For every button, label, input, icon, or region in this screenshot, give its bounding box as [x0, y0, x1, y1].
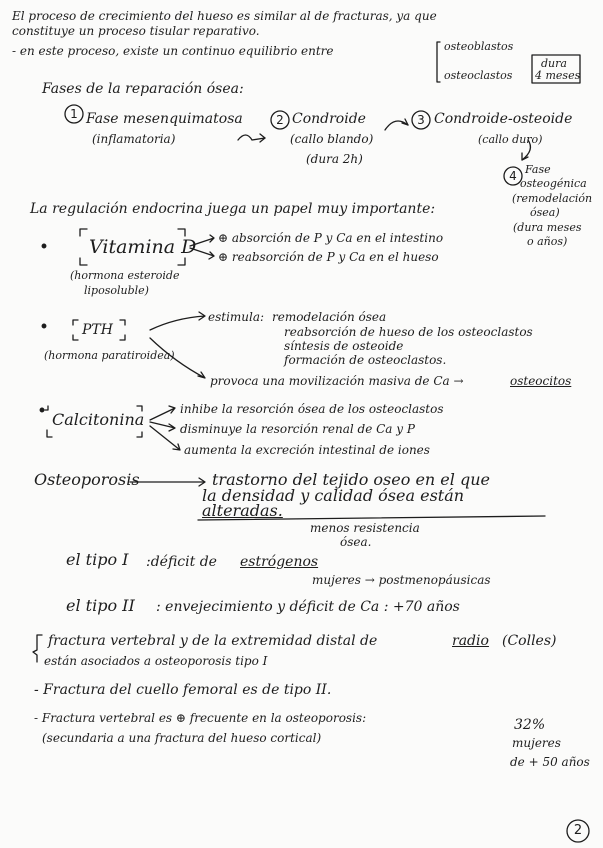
- calcitonin-effect-2: disminuye la resorción renal de Ca y P: [180, 422, 415, 436]
- pth-stimulates: estimula:: [208, 310, 265, 324]
- stat-group: mujeres: [512, 736, 561, 750]
- phase-4-line-6: o años): [527, 235, 568, 248]
- type-1-subgroup: mujeres → postmenopáusicas: [312, 573, 491, 587]
- pth-effect-3: síntesis de osteoide: [284, 339, 404, 353]
- pth-mobilization: provoca una movilización masiva de Ca →: [210, 374, 464, 388]
- osteoporosis-def-2: la densidad y calidad ósea están: [202, 486, 465, 505]
- duration-value: 4 meses: [535, 69, 581, 82]
- type-2-label: el tipo II: [66, 596, 135, 615]
- note-1-radio: radio: [452, 633, 489, 649]
- note-3-line-1: - Fractura vertebral es ⊕ frecuente en la osteoporosis:: [34, 711, 367, 725]
- pth-effect-2: reabsorción de hueso de los osteoclastos: [284, 325, 533, 339]
- phase-4-line-2: osteogénica: [520, 177, 587, 190]
- phase-2-name: Condroide: [292, 111, 366, 127]
- calcitonin-name: Calcitonina: [52, 410, 145, 429]
- phase-4-line-3: (remodelación: [512, 192, 593, 205]
- phases-title: Fases de la reparación ósea:: [42, 81, 244, 97]
- type-1-label: el tipo I: [66, 550, 129, 569]
- phase-3-number: 3: [417, 113, 425, 127]
- cell-osteoclastos: osteoclastos: [444, 69, 513, 82]
- phase-4-number: 4: [509, 169, 517, 183]
- pth-effect-1: remodelación ósea: [272, 310, 387, 324]
- phase-3-note: (callo duro): [478, 133, 543, 146]
- intro-line-3: - en este proceso, existe un continuo equilibrio entre: [12, 44, 334, 58]
- phase-4-line-4: ósea): [530, 206, 560, 219]
- phase-2-note: (callo blando): [290, 132, 374, 146]
- pth-name: PTH: [82, 322, 113, 338]
- phase-4-line-5: (dura meses: [513, 221, 582, 234]
- osteoporosis-def-3: alteradas.: [202, 501, 283, 520]
- type-1-text: :déficit de: [146, 554, 217, 570]
- vitamin-d-note-1: (hormona esteroide: [70, 269, 180, 282]
- phase-4-line-1: Fase: [525, 163, 551, 176]
- pth-mobilization-target: osteocitos: [510, 374, 572, 388]
- stat-percent: 32%: [514, 717, 546, 733]
- regulation-title: La regulación endocrina juega un papel muy importante:: [30, 201, 436, 217]
- phase-2-number: 2: [276, 113, 284, 127]
- page-number: 2: [573, 823, 583, 838]
- calcitonin-effect-1: inhibe la resorción ósea de los osteoclastos: [180, 402, 444, 416]
- vitamin-d-effect-1: ⊕ absorción de P y Ca en el intestino: [218, 231, 444, 245]
- phase-3-name: Condroide-osteoide: [434, 111, 573, 127]
- stat-age: de + 50 años: [510, 755, 590, 769]
- calcitonin-effect-3: aumenta la excreción intestinal de iones: [184, 443, 430, 457]
- note-3-line-2: (secundaria a una fractura del hueso cortical): [42, 731, 322, 745]
- osteoporosis-term: Osteoporosis: [34, 470, 140, 489]
- osteoporosis-note-1: menos resistencia: [310, 521, 420, 535]
- type-1-cause: estrógenos: [240, 554, 319, 570]
- note-1-colles: (Colles): [502, 633, 557, 649]
- vitamin-d-effect-2: ⊕ reabsorción de P y Ca en el hueso: [218, 250, 439, 264]
- vitamin-d-name: Vitamina D: [89, 236, 197, 258]
- osteoporosis-def-1: trastorno del tejido oseo en el que: [212, 470, 490, 489]
- duration-label: dura: [541, 57, 567, 70]
- note-2: - Fractura del cuello femoral es de tipo II.: [34, 682, 332, 698]
- cell-osteoblastos: osteoblastos: [444, 40, 514, 53]
- phase-1-number: 1: [70, 107, 78, 121]
- phase-1-name: Fase mesenquimatosa: [86, 111, 243, 127]
- vitamin-d-note-2: liposoluble): [84, 284, 149, 297]
- intro-line-1: El proceso de crecimiento del hueso es similar al de fracturas, ya que: [12, 9, 437, 23]
- osteoporosis-note-2: ósea.: [340, 535, 372, 549]
- pth-effect-4: formación de osteoclastos.: [284, 353, 447, 367]
- note-1-line-1: fractura vertebral y de la extremidad distal de: [48, 633, 378, 649]
- phase-1-note: (inflamatoria): [92, 132, 176, 146]
- type-2-text: : envejecimiento y déficit de Ca : +70 años: [156, 599, 460, 615]
- phase-2-duration: (dura 2h): [306, 152, 363, 166]
- pth-note: (hormona paratiroidea): [44, 349, 175, 362]
- intro-line-2: constituye un proceso tisular reparativo.: [12, 24, 260, 38]
- note-1-line-2: están asociados a osteoporosis tipo I: [44, 654, 268, 668]
